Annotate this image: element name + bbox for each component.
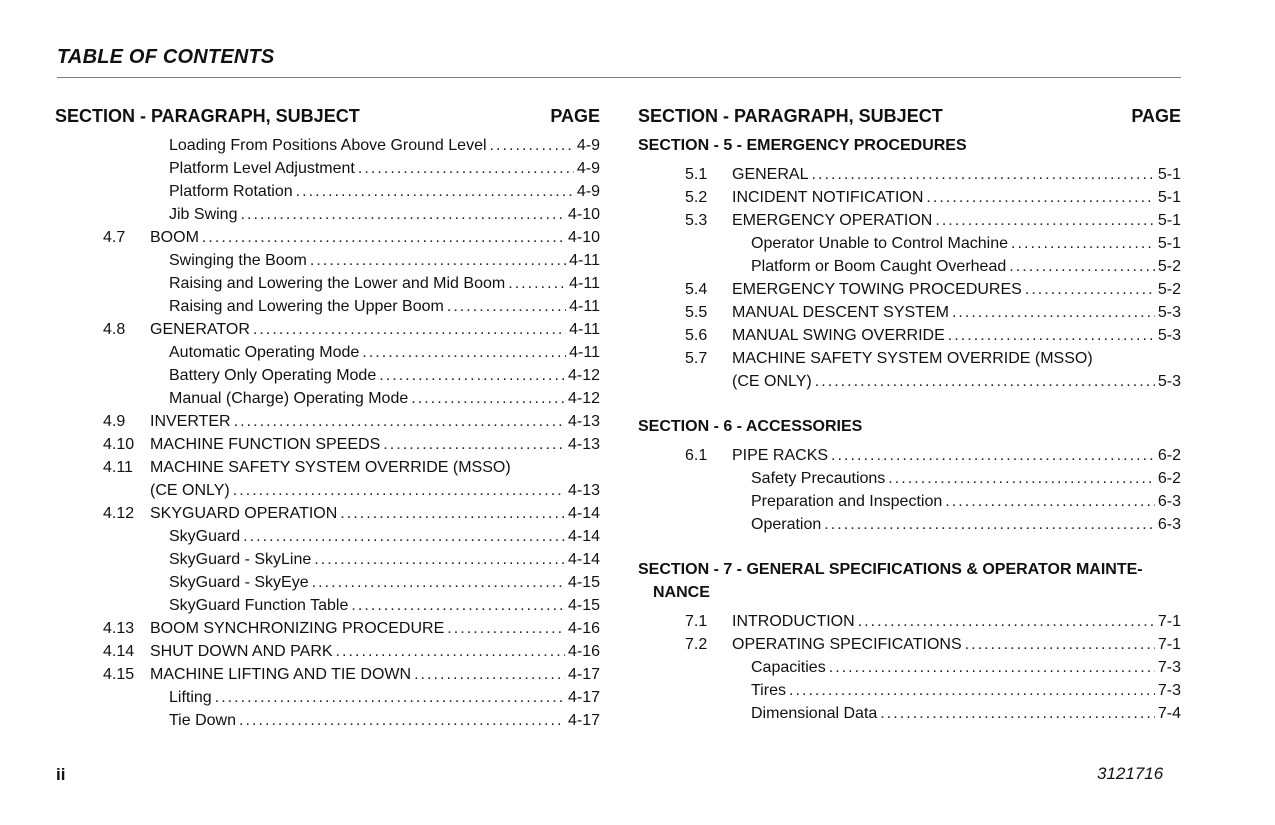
dot-leader bbox=[508, 272, 566, 295]
dot-leader bbox=[888, 467, 1155, 490]
toc-entry-page: 4-12 bbox=[567, 367, 600, 384]
toc-entry bbox=[55, 663, 600, 686]
toc-entry-number: 7.2 bbox=[685, 636, 708, 653]
dot-leader bbox=[880, 702, 1155, 725]
toc-entry-page: 4-12 bbox=[567, 390, 600, 407]
dot-leader bbox=[383, 433, 565, 456]
dot-leader bbox=[233, 479, 565, 502]
toc-entry-number: 4.14 bbox=[103, 643, 135, 660]
section-title-7-cont: NANCE bbox=[653, 584, 710, 601]
toc-entry-page: 7-1 bbox=[1157, 613, 1181, 630]
dot-leader bbox=[240, 203, 564, 226]
dot-leader bbox=[243, 525, 565, 548]
toc-entry-number: 5.5 bbox=[685, 304, 708, 321]
dot-leader bbox=[411, 387, 565, 410]
toc-entry bbox=[55, 341, 600, 364]
dot-leader bbox=[926, 186, 1154, 209]
toc-entry-number: 5.1 bbox=[685, 166, 708, 183]
toc-entry bbox=[55, 226, 600, 249]
toc-entry-page: 4-11 bbox=[569, 321, 600, 338]
toc-entry-title: GENERAL bbox=[732, 166, 809, 183]
toc-entry bbox=[55, 134, 600, 157]
toc-entry-title: Loading From Positions Above Ground Level bbox=[169, 137, 487, 154]
toc-list-left bbox=[55, 134, 600, 732]
toc-entry-title: MACHINE LIFTING AND TIE DOWN bbox=[150, 666, 412, 683]
toc-entry-page: 6-2 bbox=[1157, 470, 1181, 487]
toc-entry bbox=[55, 180, 600, 203]
column-header bbox=[638, 104, 1181, 128]
toc-entry bbox=[55, 410, 600, 433]
toc-entry bbox=[638, 186, 1181, 209]
dot-leader bbox=[358, 157, 574, 180]
toc-entry-page: 4-11 bbox=[569, 344, 600, 361]
toc-entry bbox=[55, 272, 600, 295]
toc-entry-title: (CE ONLY) bbox=[150, 482, 230, 499]
toc-entry-number: 5.2 bbox=[685, 189, 708, 206]
toc-entry-page: 4-16 bbox=[567, 620, 600, 637]
toc-entry-page: 6-3 bbox=[1157, 516, 1181, 533]
dot-leader bbox=[362, 341, 566, 364]
toc-entry-page: 4-17 bbox=[567, 689, 600, 706]
toc-list-section-7 bbox=[638, 610, 1181, 725]
toc-entry-title: SkyGuard bbox=[169, 528, 241, 545]
toc-entry-number: 5.7 bbox=[685, 350, 708, 367]
dot-leader bbox=[202, 226, 565, 249]
toc-entry-number: 4.12 bbox=[103, 505, 135, 522]
toc-entry-title: Dimensional Data bbox=[751, 705, 878, 722]
toc-entry-title: SKYGUARD OPERATION bbox=[150, 505, 338, 522]
toc-entry-number: 4.7 bbox=[103, 229, 126, 246]
toc-entry-page: 5-3 bbox=[1157, 373, 1181, 390]
toc-entry-page: 4-10 bbox=[567, 229, 600, 246]
toc-entry-title: INTRODUCTION bbox=[732, 613, 855, 630]
toc-entry bbox=[638, 467, 1181, 490]
dot-leader bbox=[296, 180, 574, 203]
toc-entry-title: Platform or Boom Caught Overhead bbox=[751, 258, 1007, 275]
toc-entry bbox=[55, 203, 600, 226]
toc-list-section-6 bbox=[638, 444, 1181, 536]
title-divider bbox=[57, 77, 1181, 78]
toc-entry-number: 4.13 bbox=[103, 620, 135, 637]
toc-entry bbox=[638, 255, 1181, 278]
toc-entry-title: (CE ONLY) bbox=[732, 373, 812, 390]
dot-leader bbox=[831, 444, 1155, 467]
dot-leader bbox=[340, 502, 565, 525]
toc-entry-title: SkyGuard Function Table bbox=[169, 597, 349, 614]
toc-entry bbox=[638, 656, 1181, 679]
toc-entry-page: 7-3 bbox=[1157, 659, 1181, 676]
toc-entry-number: 4.15 bbox=[103, 666, 135, 683]
column-header-page: PAGE bbox=[1131, 106, 1181, 126]
toc-entry bbox=[55, 456, 600, 479]
toc-entry-page: 7-1 bbox=[1157, 636, 1181, 653]
toc-entry-page: 5-3 bbox=[1157, 304, 1181, 321]
toc-entry-title: MANUAL DESCENT SYSTEM bbox=[732, 304, 949, 321]
toc-entry-page: 4-14 bbox=[567, 505, 600, 522]
toc-entry-title: Battery Only Operating Mode bbox=[169, 367, 377, 384]
toc-entry-title: MACHINE SAFETY SYSTEM OVERRIDE (MSSO) bbox=[150, 459, 511, 476]
toc-entry-title: EMERGENCY OPERATION bbox=[732, 212, 933, 229]
toc-entry-title: SkyGuard - SkyLine bbox=[169, 551, 312, 568]
page-title: TABLE OF CONTENTS bbox=[57, 46, 275, 68]
toc-entry-page: 6-2 bbox=[1157, 447, 1181, 464]
dot-leader bbox=[858, 610, 1155, 633]
toc-entry bbox=[638, 444, 1181, 467]
toc-entry bbox=[638, 278, 1181, 301]
toc-entry-number: 4.8 bbox=[103, 321, 126, 338]
dot-leader bbox=[952, 301, 1155, 324]
dot-leader bbox=[215, 686, 565, 709]
toc-entry-page: 4-9 bbox=[576, 137, 600, 154]
section-title-5: SECTION - 5 - EMERGENCY PROCEDURES bbox=[638, 137, 967, 154]
column-header-subject: SECTION - PARAGRAPH, SUBJECT bbox=[638, 106, 943, 126]
toc-entry-page: 4-9 bbox=[576, 183, 600, 200]
toc-entry bbox=[55, 433, 600, 456]
toc-entry-page: 4-11 bbox=[569, 298, 600, 315]
toc-entry-page: 4-15 bbox=[567, 597, 600, 614]
section-title-7: SECTION - 7 - GENERAL SPECIFICATIONS & OPERATOR MAINTE- bbox=[638, 561, 1143, 578]
toc-entry bbox=[55, 318, 600, 341]
toc-entry-title: Raising and Lowering the Upper Boom bbox=[169, 298, 444, 315]
dot-leader bbox=[1009, 255, 1155, 278]
dot-leader bbox=[314, 548, 565, 571]
toc-entry-title: BOOM SYNCHRONIZING PROCEDURE bbox=[150, 620, 445, 637]
toc-entry bbox=[55, 640, 600, 663]
toc-entry-page: 4-14 bbox=[567, 551, 600, 568]
toc-entry-page: 4-14 bbox=[567, 528, 600, 545]
dot-leader bbox=[824, 513, 1155, 536]
toc-entry-title: Tires bbox=[751, 682, 786, 699]
toc-entry bbox=[55, 525, 600, 548]
dot-leader bbox=[829, 656, 1155, 679]
dot-leader bbox=[935, 209, 1155, 232]
toc-entry-title: Lifting bbox=[169, 689, 212, 706]
toc-column-left bbox=[55, 104, 600, 732]
toc-entry-page: 4-9 bbox=[576, 160, 600, 177]
toc-entry bbox=[638, 513, 1181, 536]
toc-entry bbox=[55, 387, 600, 410]
toc-entry-page: 4-17 bbox=[567, 666, 600, 683]
dot-leader bbox=[1025, 278, 1155, 301]
toc-entry bbox=[638, 301, 1181, 324]
column-header bbox=[55, 104, 600, 128]
section-title-6: SECTION - 6 - ACCESSORIES bbox=[638, 418, 863, 435]
toc-entry-page: 4-13 bbox=[567, 482, 600, 499]
dot-leader bbox=[490, 134, 574, 157]
toc-entry-title: INVERTER bbox=[150, 413, 231, 430]
document-number: 3121716 bbox=[1097, 764, 1164, 783]
toc-entry-title: Safety Precautions bbox=[751, 470, 886, 487]
toc-entry-page: 7-4 bbox=[1157, 705, 1181, 722]
toc-entry-title: Capacities bbox=[751, 659, 826, 676]
dot-leader bbox=[1011, 232, 1155, 255]
toc-entry-page: 4-17 bbox=[567, 712, 600, 729]
toc-entry bbox=[638, 347, 1181, 370]
column-header-page: PAGE bbox=[550, 106, 600, 126]
toc-entry-number: 4.10 bbox=[103, 436, 135, 453]
dot-leader bbox=[351, 594, 565, 617]
toc-entry-page: 5-1 bbox=[1157, 166, 1181, 183]
toc-column-right bbox=[638, 104, 1181, 725]
toc-entry-page: 6-3 bbox=[1157, 493, 1181, 510]
toc-entry bbox=[55, 502, 600, 525]
dot-leader bbox=[312, 571, 565, 594]
toc-entry bbox=[55, 157, 600, 180]
toc-entry-title: GENERATOR bbox=[150, 321, 250, 338]
toc-entry-number: 5.6 bbox=[685, 327, 708, 344]
toc-entry-title: SkyGuard - SkyEye bbox=[169, 574, 309, 591]
toc-entry-title: BOOM bbox=[150, 229, 199, 246]
dot-leader bbox=[945, 490, 1155, 513]
dot-leader bbox=[414, 663, 565, 686]
toc-entry-page: 4-16 bbox=[567, 643, 600, 660]
toc-entry bbox=[55, 548, 600, 571]
toc-entry-title: EMERGENCY TOWING PROCEDURES bbox=[732, 281, 1022, 298]
toc-entry-number: 5.3 bbox=[685, 212, 708, 229]
dot-leader bbox=[447, 617, 565, 640]
toc-entry bbox=[55, 617, 600, 640]
page-number: ii bbox=[56, 765, 66, 784]
toc-entry-title: Jib Swing bbox=[169, 206, 238, 223]
toc-entry bbox=[55, 571, 600, 594]
dot-leader bbox=[234, 410, 565, 433]
toc-entry-title: OPERATING SPECIFICATIONS bbox=[732, 636, 962, 653]
toc-entry-title: Preparation and Inspection bbox=[751, 493, 943, 510]
dot-leader bbox=[948, 324, 1155, 347]
toc-entry-page: 4-15 bbox=[567, 574, 600, 591]
toc-entry bbox=[55, 364, 600, 387]
dot-leader bbox=[447, 295, 566, 318]
toc-entry-page: 5-1 bbox=[1157, 235, 1181, 252]
toc-entry-title: Tie Down bbox=[169, 712, 236, 729]
toc-entry-title: Automatic Operating Mode bbox=[169, 344, 360, 361]
toc-entry-title: INCIDENT NOTIFICATION bbox=[732, 189, 924, 206]
toc-entry bbox=[638, 679, 1181, 702]
toc-entry-title: Platform Rotation bbox=[169, 183, 293, 200]
toc-entry-number: 7.1 bbox=[685, 613, 708, 630]
dot-leader bbox=[253, 318, 566, 341]
toc-entry-page: 5-1 bbox=[1157, 189, 1181, 206]
toc-entry-page: 5-2 bbox=[1157, 281, 1181, 298]
column-header-subject: SECTION - PARAGRAPH, SUBJECT bbox=[55, 106, 360, 126]
toc-entry-page: 4-10 bbox=[567, 206, 600, 223]
toc-entry bbox=[55, 295, 600, 318]
toc-entry-page: 5-2 bbox=[1157, 258, 1181, 275]
toc-entry-number: 5.4 bbox=[685, 281, 708, 298]
toc-entry bbox=[55, 709, 600, 732]
toc-entry bbox=[638, 232, 1181, 255]
toc-entry bbox=[638, 633, 1181, 656]
toc-entry bbox=[638, 209, 1181, 232]
toc-entry bbox=[55, 249, 600, 272]
toc-entry-title: MACHINE FUNCTION SPEEDS bbox=[150, 436, 381, 453]
toc-entry-page: 5-3 bbox=[1157, 327, 1181, 344]
toc-entry-title: SHUT DOWN AND PARK bbox=[150, 643, 333, 660]
toc-entry bbox=[55, 594, 600, 617]
toc-entry bbox=[638, 490, 1181, 513]
toc-entry bbox=[638, 370, 1181, 393]
dot-leader bbox=[239, 709, 565, 732]
toc-entry-page: 5-1 bbox=[1157, 212, 1181, 229]
toc-list-section-5 bbox=[638, 163, 1181, 393]
dot-leader bbox=[811, 163, 1154, 186]
toc-entry bbox=[55, 686, 600, 709]
toc-entry-title: Manual (Charge) Operating Mode bbox=[169, 390, 409, 407]
toc-entry-title: Swinging the Boom bbox=[169, 252, 307, 269]
toc-entry-title: Operator Unable to Control Machine bbox=[751, 235, 1009, 252]
toc-entry bbox=[638, 163, 1181, 186]
toc-entry-page: 4-11 bbox=[569, 275, 600, 292]
dot-leader bbox=[379, 364, 565, 387]
toc-entry bbox=[638, 610, 1181, 633]
dot-leader bbox=[336, 640, 565, 663]
toc-entry bbox=[638, 324, 1181, 347]
toc-entry-title: Raising and Lowering the Lower and Mid Boom bbox=[169, 275, 506, 292]
toc-entry-number: 4.9 bbox=[103, 413, 126, 430]
toc-entry-title: MANUAL SWING OVERRIDE bbox=[732, 327, 945, 344]
dot-leader bbox=[965, 633, 1155, 656]
dot-leader bbox=[789, 679, 1155, 702]
toc-entry-title: MACHINE SAFETY SYSTEM OVERRIDE (MSSO) bbox=[732, 350, 1093, 367]
toc-entry-page: 4-11 bbox=[569, 252, 600, 269]
toc-entry-title: PIPE RACKS bbox=[732, 447, 829, 464]
toc-entry-title: Operation bbox=[751, 516, 822, 533]
toc-entry-number: 6.1 bbox=[685, 447, 708, 464]
toc-entry-page: 4-13 bbox=[567, 436, 600, 453]
toc-entry bbox=[55, 479, 600, 502]
toc-entry-page: 7-3 bbox=[1157, 682, 1181, 699]
toc-entry-number: 4.11 bbox=[103, 459, 133, 476]
toc-entry bbox=[638, 702, 1181, 725]
toc-entry-title: Platform Level Adjustment bbox=[169, 160, 355, 177]
dot-leader bbox=[815, 370, 1155, 393]
dot-leader bbox=[310, 249, 566, 272]
toc-entry-page: 4-13 bbox=[567, 413, 600, 430]
